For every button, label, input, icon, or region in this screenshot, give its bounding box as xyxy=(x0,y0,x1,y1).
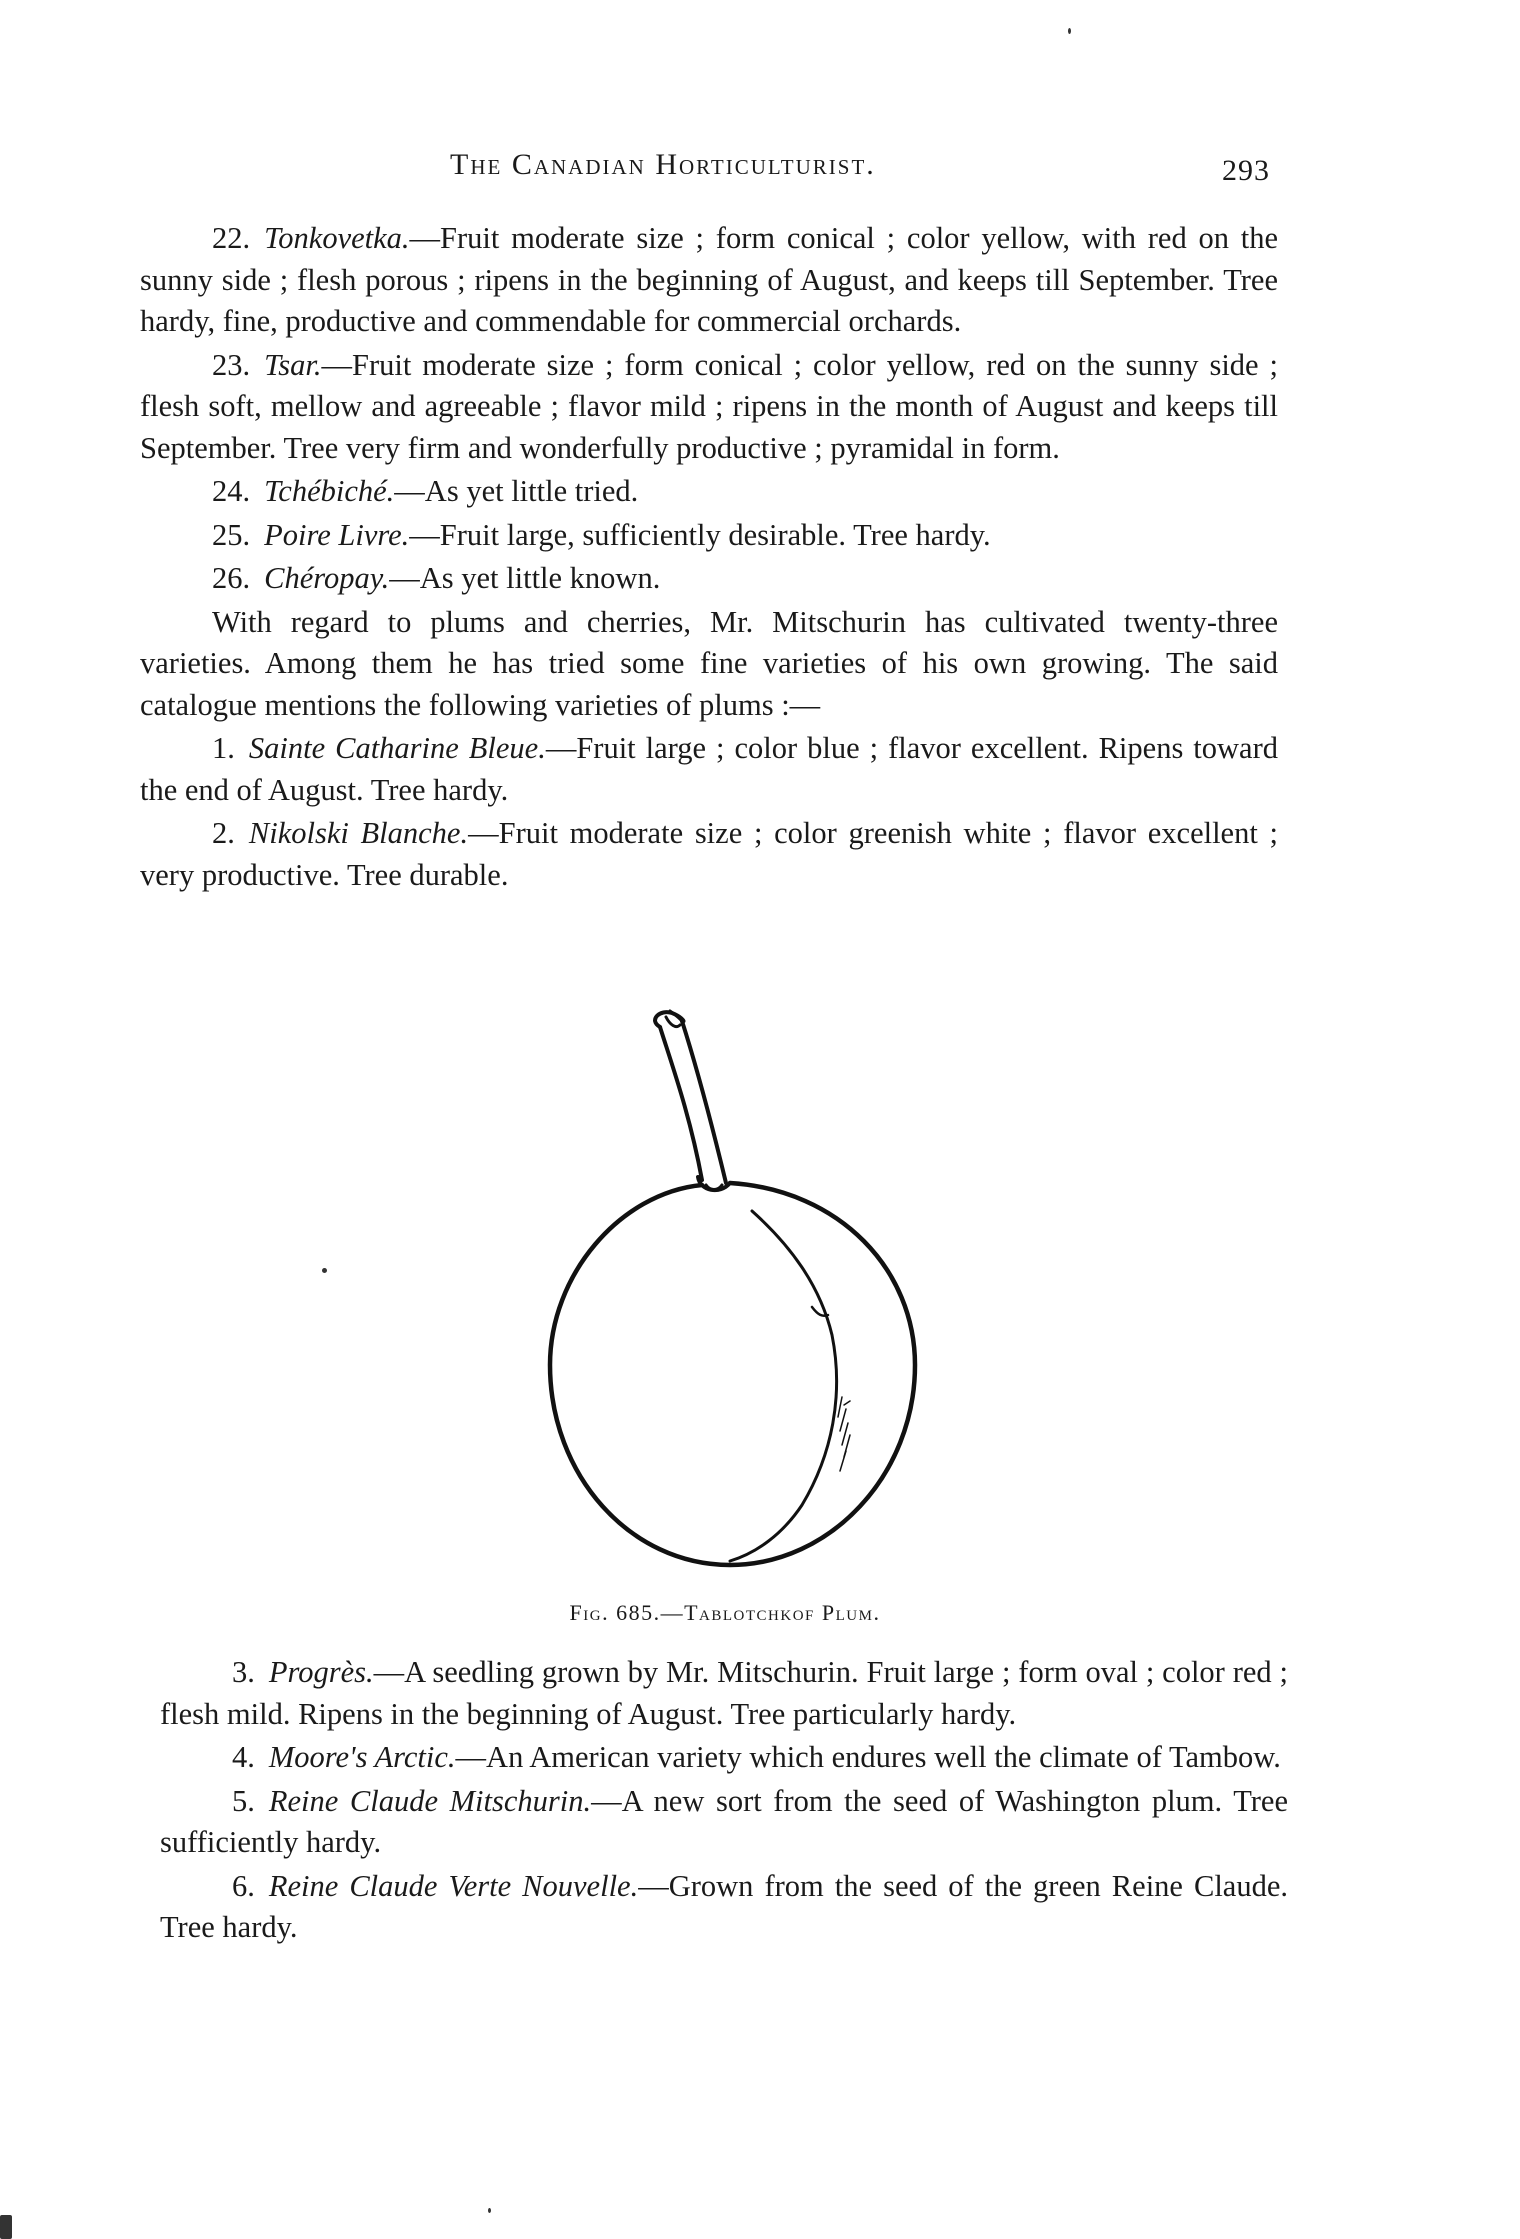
entry-22: 22. Tonkovetka.—Fruit moderate size ; form conical ; color yellow, with red on the sunny side ; flesh porous ; ripens in the beginning of August, and keeps till September. Tree hardy, fine, productive and commendable for commercial orchards. xyxy=(140,221,1278,338)
entry-26: 26. Chéropay.—As yet little known. xyxy=(212,561,661,595)
plum-entry-2: 2. Nikolski Blanche.—Fruit moderate size ; color greenish white ; flavor excellent ; very productive. Tree durable. xyxy=(140,816,1278,892)
scan-speck xyxy=(488,2208,491,2213)
lower-text-block xyxy=(160,1652,1288,1951)
plum-entry-1: 1. Sainte Catharine Bleue.—Fruit large ; color blue ; flavor excellent. Ripens toward the end of August. Tree hardy. xyxy=(140,731,1278,807)
scan-speck xyxy=(322,1268,327,1273)
plum-illustration xyxy=(520,1005,940,1585)
figure-caption: Fig. 685.—Tablotchkof Plum. xyxy=(569,1600,881,1625)
entry-23: 23. Tsar.—Fruit moderate size ; form conical ; color yellow, red on the sunny side ; flesh soft, mellow and agreeable ; flavor mild ; ripens in the month of August and keeps till September. Tree very firm and wonderfully productive ; pyramidal in form. xyxy=(140,347,1278,465)
entry-24: 24. Tchébiché.—As yet little tried. xyxy=(212,474,639,508)
upper-text-block xyxy=(140,218,1278,898)
page-header xyxy=(150,148,1270,188)
intro-paragraph: With regard to plums and cherries, Mr. Mitschurin has cultivated twenty-three varieties. Among them he has tried some fine varieties of his own growing. The said catalogue mentions the following varieties of plums :— xyxy=(140,604,1278,722)
plum-entry-5: 5. Reine Claude Mitschurin.—A new sort from the seed of Washington plum. Tree sufficiently hardy. xyxy=(160,1783,1288,1859)
page-number: 293 xyxy=(1222,154,1270,187)
plum-entry-3: 3. Progrès.—A seedling grown by Mr. Mitschurin. Fruit large ; form oval ; color red ; flesh mild. Ripens in the beginning of August. Tree particularly hardy. xyxy=(160,1655,1288,1731)
plum-drawing-icon xyxy=(520,1005,940,1585)
plum-entry-6: 6. Reine Claude Verte Nouvelle.—Grown from the seed of the green Reine Claude. Tree hardy. xyxy=(160,1868,1289,1944)
plum-entry-4: 4. Moore's Arctic.—An American variety which endures well the climate of Tambow. xyxy=(232,1740,1281,1774)
scan-speck xyxy=(1068,28,1071,34)
scan-edge-mark xyxy=(0,2215,12,2239)
entry-25: 25. Poire Livre.—Fruit large, sufficiently desirable. Tree hardy. xyxy=(212,517,991,552)
running-title: The Canadian Horticulturist. xyxy=(450,148,876,181)
